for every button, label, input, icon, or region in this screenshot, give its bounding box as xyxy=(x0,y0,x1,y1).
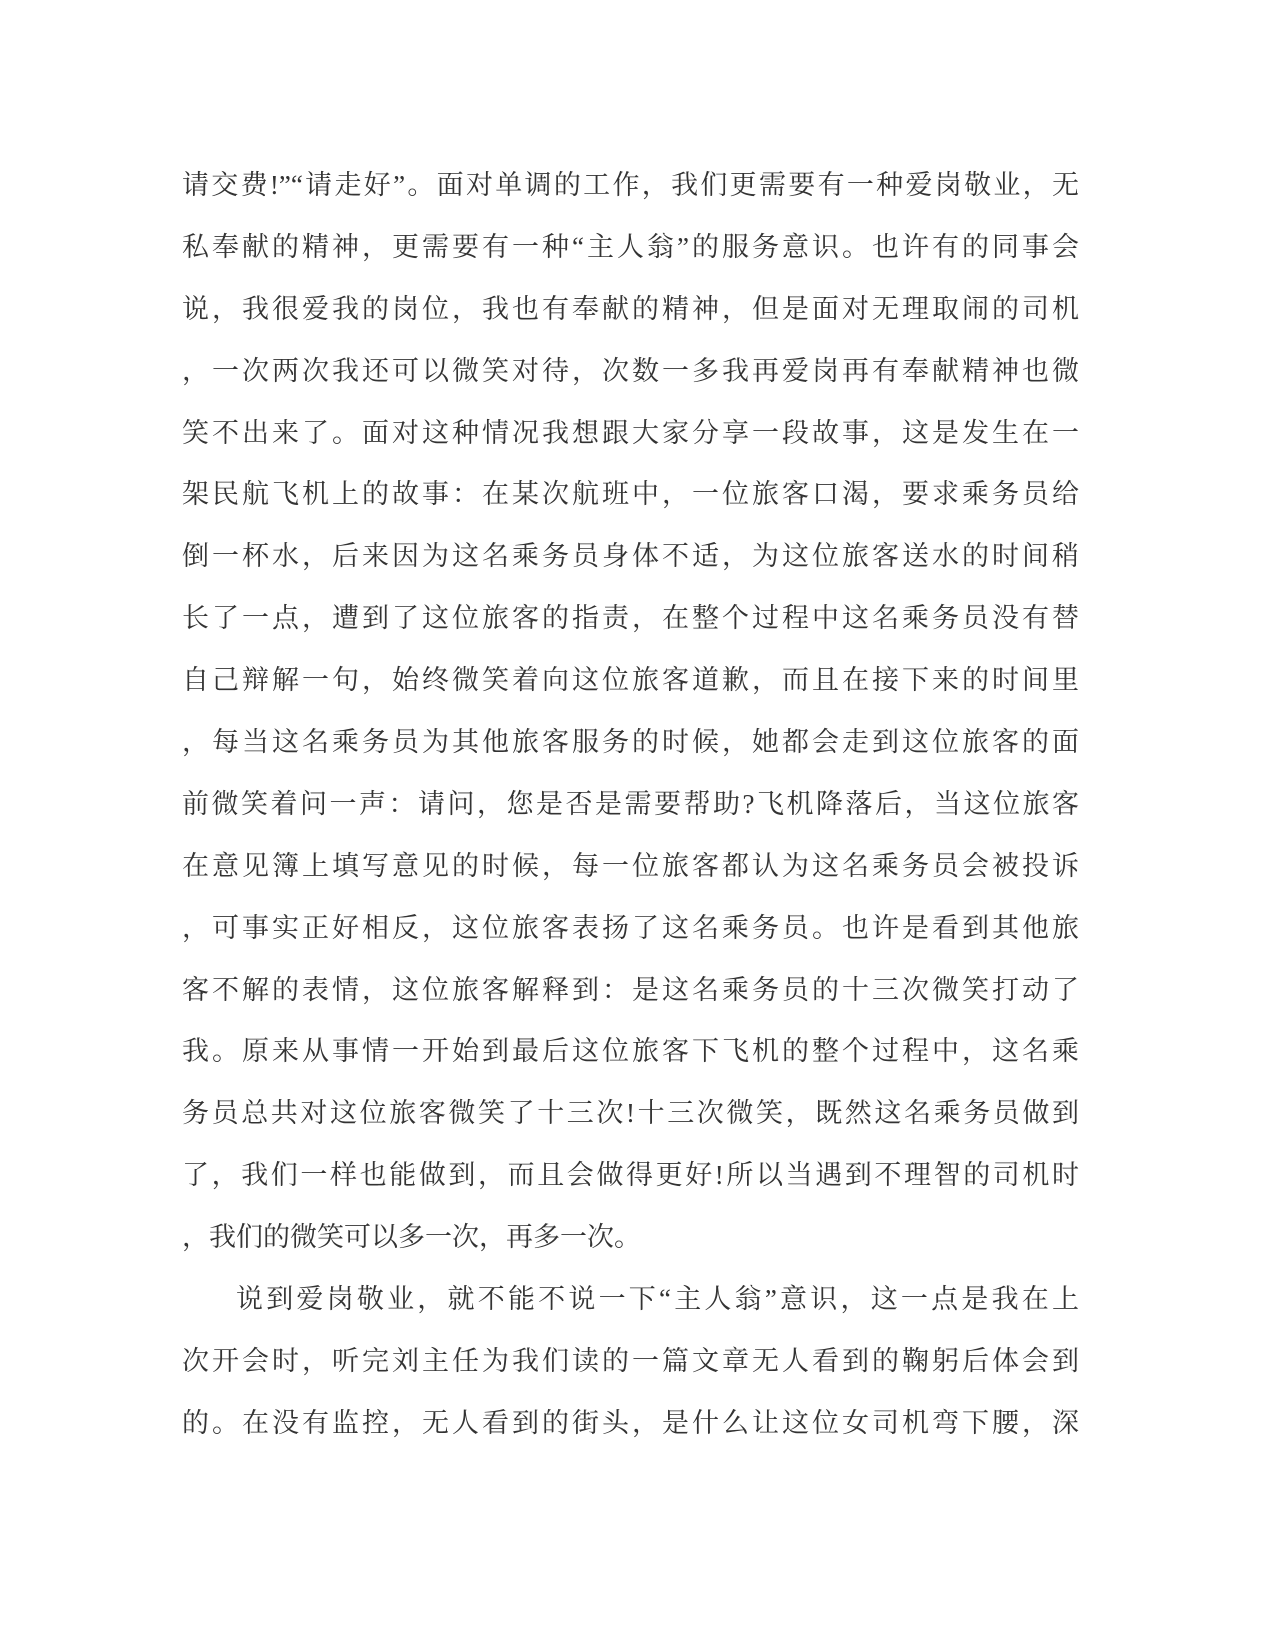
text-line: 私奉献的精神，更需要有一种“主人翁”的服务意识。也许有的同事会 xyxy=(182,231,1079,262)
text-line: 说，我很爱我的岗位，我也有奉献的精神，但是面对无理取闹的司机 xyxy=(182,293,1079,324)
text-line: 前微笑着问一声：请问，您是否是需要帮助?飞机降落后，当这位旅客 xyxy=(182,788,1079,819)
text-line: 长了一点，遭到了这位旅客的指责，在整个过程中这名乘务员没有替 xyxy=(182,603,1079,634)
text-line: 在意见簿上填写意见的时候，每一位旅客都认为这名乘务员会被投诉 xyxy=(182,850,1079,881)
text-line: ，每当这名乘务员为其他旅客服务的时候，她都会走到这位旅客的面 xyxy=(182,727,1079,758)
text-line: 自己辩解一句，始终微笑着向这位旅客道歉，而且在接下来的时间里 xyxy=(182,665,1079,696)
text-line: ，一次两次我还可以微笑对待，次数一多我再爱岗再有奉献精神也微 xyxy=(182,355,1079,386)
text-line: 倒一杯水，后来因为这名乘务员身体不适，为这位旅客送水的时间稍 xyxy=(182,541,1079,572)
document-text-block xyxy=(182,155,1079,1455)
text-line: ，可事实正好相反，这位旅客表扬了这名乘务员。也许是看到其他旅 xyxy=(182,912,1079,943)
text-line: 客不解的表情，这位旅客解释到：是这名乘务员的十三次微笑打动了 xyxy=(182,974,1079,1005)
text-line-paragraph-start: 说到爱岗敬业，就不能不说一下“主人翁”意识，这一点是我在上 xyxy=(236,1284,1079,1315)
text-line: 次开会时，听完刘主任为我们读的一篇文章无人看到的鞠躬后体会到 xyxy=(182,1345,1079,1376)
text-line: 了，我们一样也能做到，而且会做得更好!所以当遇到不理智的司机时 xyxy=(182,1160,1079,1191)
text-line: 笑不出来了。面对这种情况我想跟大家分享一段故事，这是发生在一 xyxy=(182,417,1079,448)
text-line: 的。在没有监控，无人看到的街头，是什么让这位女司机弯下腰，深 xyxy=(182,1407,1079,1438)
text-line-paragraph-end: ，我们的微笑可以多一次，再多一次。 xyxy=(182,1222,641,1253)
text-line: 务员总共对这位旅客微笑了十三次!十三次微笑，既然这名乘务员做到 xyxy=(182,1098,1079,1129)
text-line: 架民航飞机上的故事：在某次航班中，一位旅客口渴，要求乘务员给 xyxy=(182,479,1079,510)
text-line: 我。原来从事情一开始到最后这位旅客下飞机的整个过程中，这名乘 xyxy=(182,1036,1079,1067)
text-line: 请交费!”“请走好”。面对单调的工作，我们更需要有一种爱岗敬业，无 xyxy=(182,170,1079,200)
